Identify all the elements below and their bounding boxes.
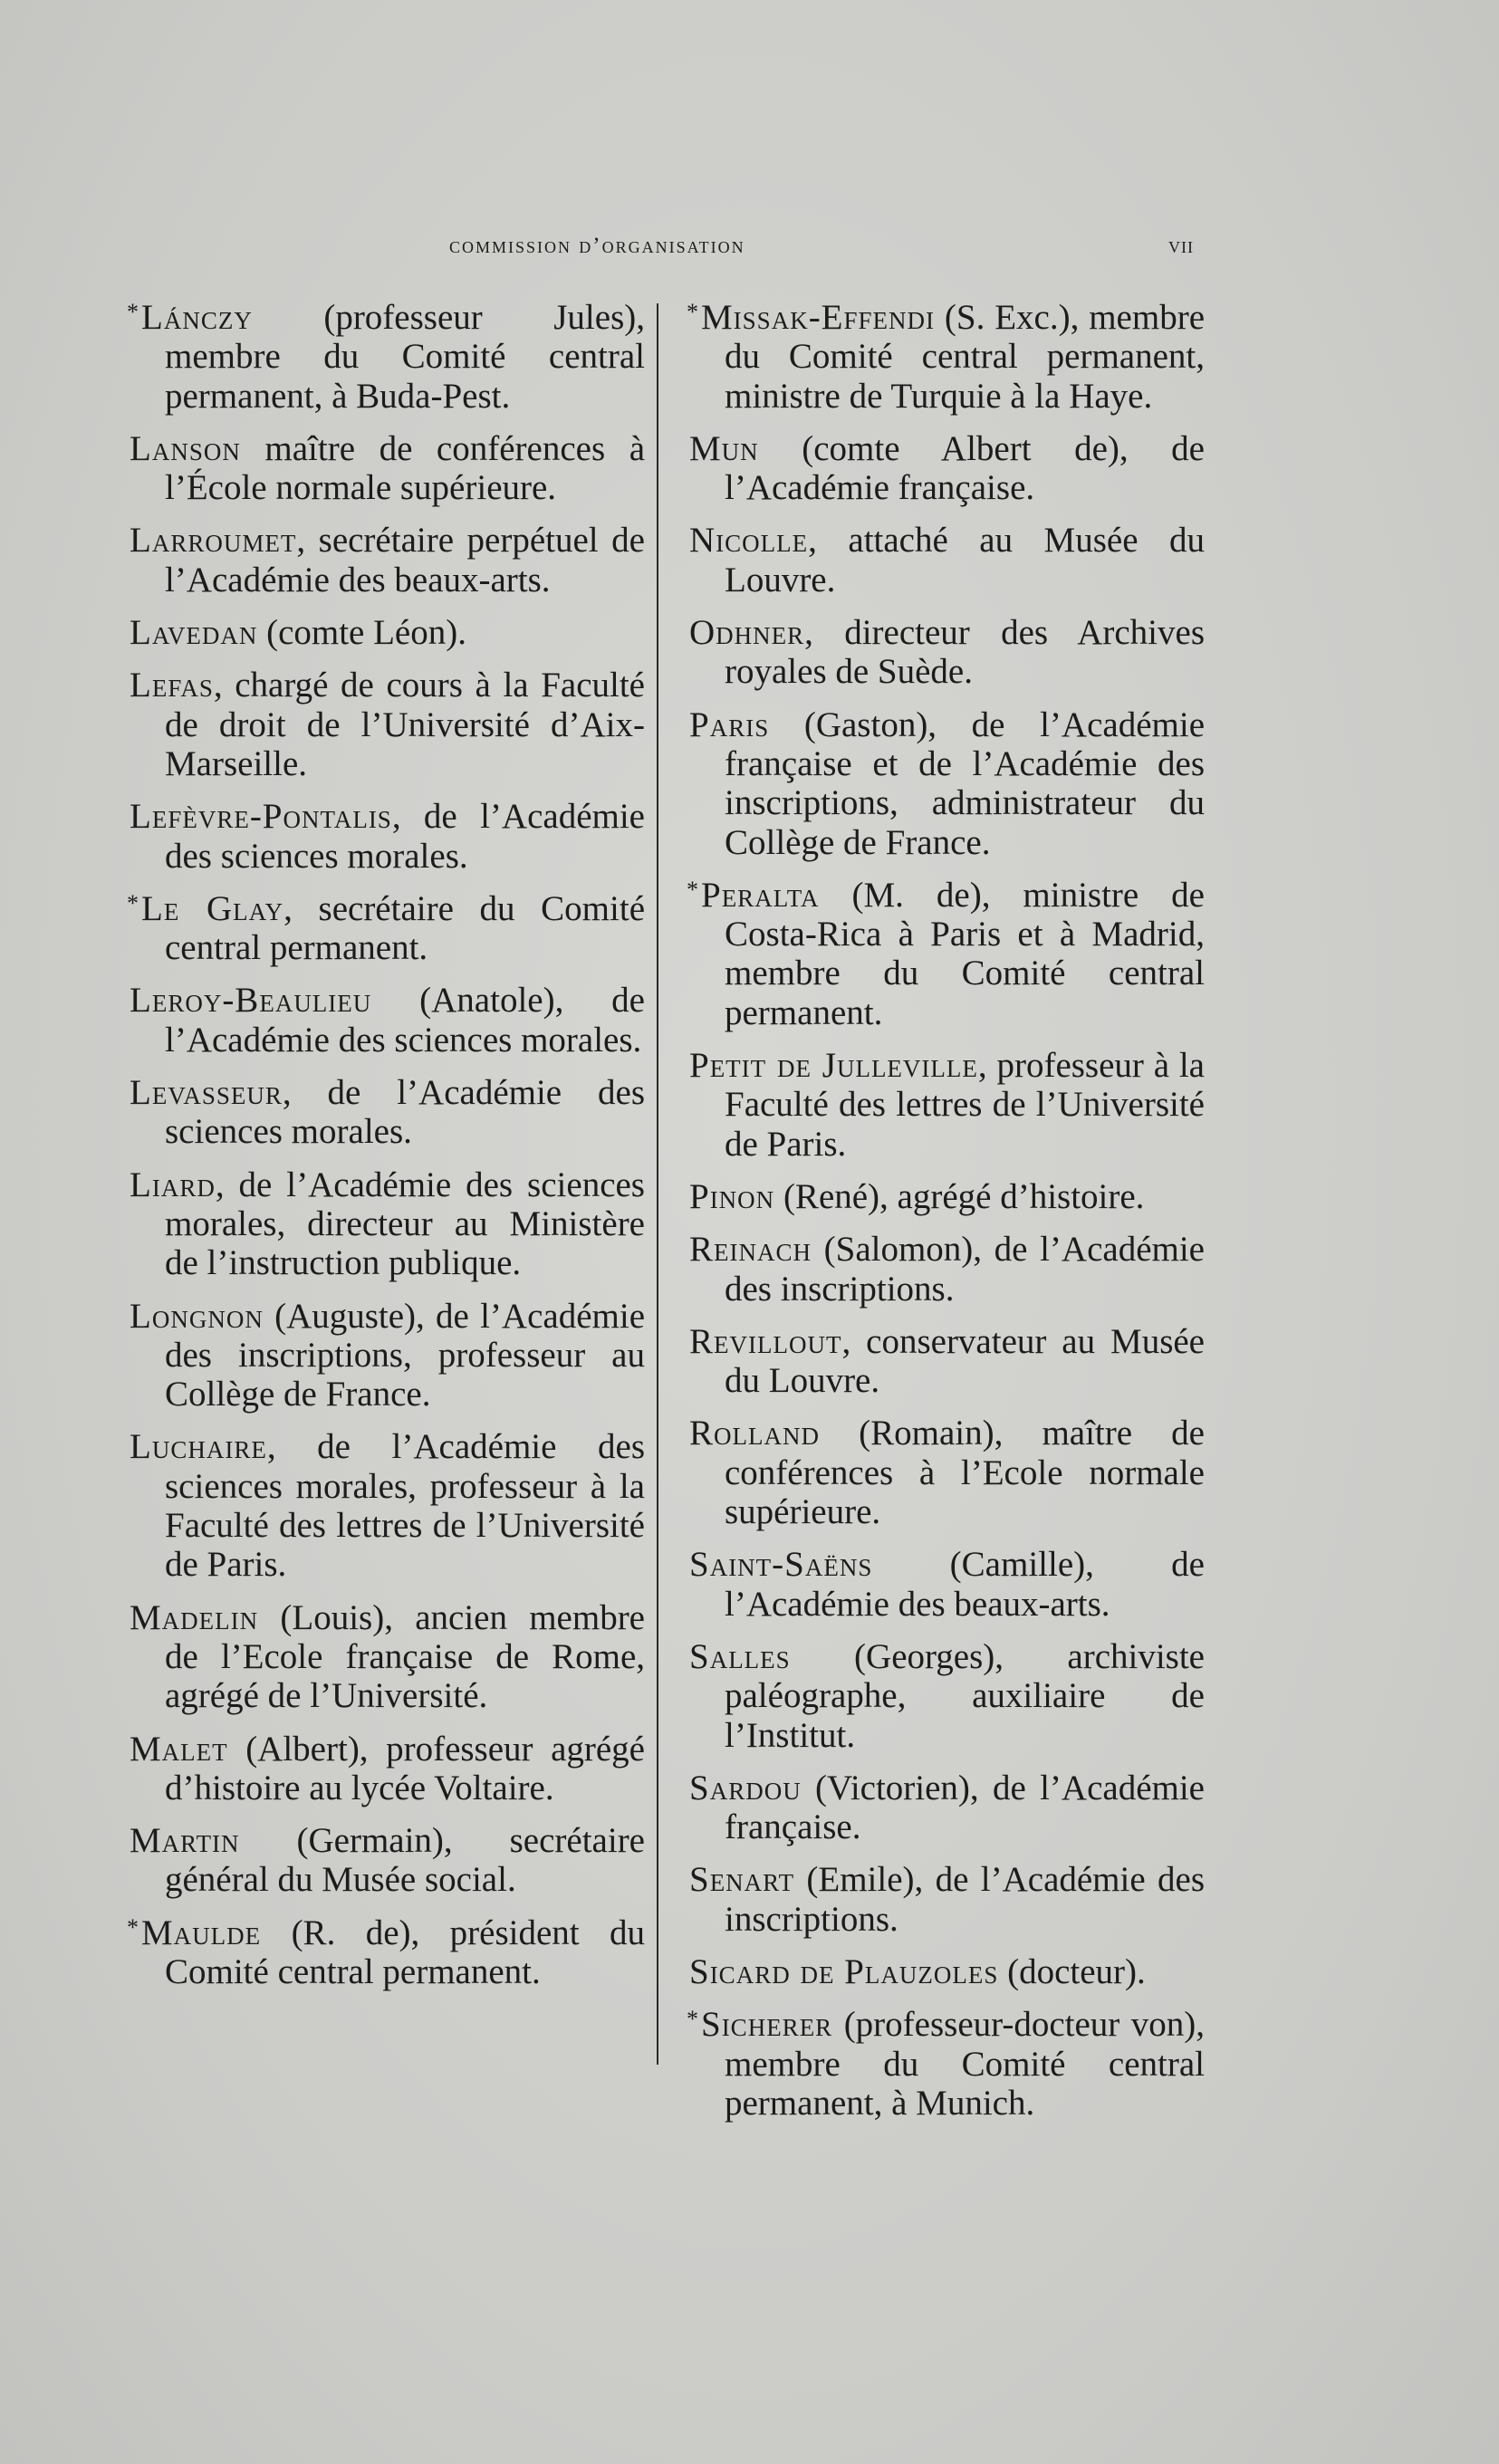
entry-name: Levasseur [130, 1073, 283, 1113]
entry-name: Paris [689, 705, 770, 744]
entry-description: (Anatole), de l’Académie des sciences morales. [165, 981, 645, 1059]
entry-name: Reinach [689, 1230, 812, 1270]
entry-description: (professeur Jules), membre du Comité central permanent, à Buda-Pest. [165, 298, 645, 416]
asterisk-marker: * [127, 1913, 139, 1941]
list-item [127, 1816, 645, 1900]
entry-name: Petit de Julleville [689, 1046, 978, 1086]
entry-description: (Germain), secrétaire général du Musée social. [165, 1821, 645, 1900]
asterisk-marker: * [687, 299, 698, 325]
entry-name: Leroy-Beaulieu [130, 981, 372, 1021]
entry-description: (docteur). [998, 1951, 1146, 1991]
entry-name: Sardou [689, 1768, 802, 1807]
entry-description: (comte Albert de), de l’Académie française. [725, 428, 1205, 508]
list-item [687, 1317, 1205, 1401]
entry-name: Nicolle [689, 521, 809, 561]
list-item [687, 424, 1205, 508]
entry-name: Missak-Effendi [701, 298, 936, 337]
entry-name: Salles [689, 1636, 791, 1676]
entry-name: Madelin [130, 1597, 259, 1637]
entry-description: , chargé de cours à la Faculté de droit de l’Université d’Aix-Marseille. [165, 666, 645, 783]
entry-name: Sicherer [701, 2005, 833, 2045]
list-item [127, 660, 645, 783]
list-item [127, 884, 645, 968]
list-item [687, 1999, 1205, 2123]
entry-description: (Victorien), de l’Académie française. [725, 1768, 1205, 1847]
entry-description: (Gaston), de l’Académie française et de l’Académie des inscriptions, administrateur du Collège de France. [725, 705, 1205, 862]
list-item [687, 1040, 1205, 1164]
entry-name: Le Glay [141, 888, 284, 928]
entry-description: (M. de), ministre de Costa-Rica à Paris et à Madrid, membre du Comité central permanent. [725, 875, 1205, 1032]
list-item [127, 515, 645, 599]
list-item [127, 1068, 645, 1152]
entry-description: (René), agrégé d’histoire. [774, 1176, 1145, 1216]
entry-name: Lefèvre-Pontalis [130, 797, 392, 837]
entry-description: , secrétaire perpétuel de l’Académie des beaux-arts. [165, 521, 645, 599]
list-item [687, 870, 1205, 1032]
list-item [687, 1539, 1205, 1624]
entry-description: , secrétaire du Comité central permanent. [165, 888, 646, 968]
entry-name: Longnon [130, 1296, 264, 1336]
entry-name: Revillout [689, 1321, 842, 1361]
entry-name: Lanson [130, 428, 241, 468]
entry-name: Rolland [689, 1414, 820, 1453]
list-item [127, 1160, 645, 1283]
entry-description: , de l’Académie des sciences morales. [165, 797, 645, 876]
list-item [127, 1593, 645, 1716]
list-item [127, 1724, 645, 1808]
list-item [687, 700, 1205, 862]
entry-description: (S. Exc.), membre du Comité central permanent, ministre de Turquie à la Haye. [725, 298, 1205, 416]
list-item [687, 608, 1205, 692]
entry-name: Malet [130, 1729, 228, 1769]
entry-name: Lavedan [130, 613, 258, 653]
list-item [687, 515, 1205, 599]
entry-description: , conservateur au Musée du Louvre. [725, 1321, 1205, 1401]
entry-description: (Louis), ancien membre de l’Ecole française de Rome, agrégé de l’Université. [165, 1597, 645, 1716]
entry-description: , de l’Académie des sciences morales, professeur à la Faculté des lettres de l’Université de Paris. [165, 1427, 645, 1585]
entry-name: Maulde [141, 1913, 262, 1952]
list-item [687, 1224, 1205, 1309]
entry-name: Saint-Saëns [689, 1545, 873, 1585]
entry-name: Sicard de Plauzoles [689, 1951, 999, 1991]
entry-description: (Camille), de l’Académie des beaux-arts. [725, 1545, 1205, 1624]
list-item [127, 292, 645, 416]
entry-description: , professeur à la Faculté des lettres de l’Université de Paris. [725, 1046, 1205, 1164]
entry-description: (comte Léon). [257, 613, 466, 653]
entry-name: Liard [130, 1165, 216, 1204]
entry-name: Mun [689, 428, 759, 468]
entry-name: Senart [689, 1860, 795, 1900]
list-item [127, 1291, 645, 1414]
running-head-title: commission d’organisation [449, 234, 745, 258]
list-item [687, 1408, 1205, 1531]
right-column [687, 292, 1205, 2131]
column-divider [657, 303, 658, 2065]
entry-name: Lánczy [141, 298, 253, 337]
list-item [687, 292, 1205, 416]
running-head [0, 234, 1499, 270]
list-item [127, 424, 645, 508]
entry-description: (Auguste), de l’Académie des inscriptions, professeur au Collège de France. [165, 1296, 645, 1414]
list-item [687, 1855, 1205, 1939]
entry-name: Peralta [701, 875, 820, 915]
entry-description: , attaché au Musée du Louvre. [725, 521, 1205, 599]
list-item [687, 1947, 1205, 1991]
entry-name: Odhner [689, 613, 805, 653]
list-item [127, 608, 645, 652]
entry-name: Luchaire [130, 1427, 267, 1467]
page-number: vii [1168, 234, 1194, 258]
asterisk-marker: * [127, 299, 139, 325]
entry-name: Martin [130, 1821, 240, 1861]
asterisk-marker: * [687, 2006, 698, 2033]
entry-description: (Salomon), de l’Académie des inscriptions. [725, 1230, 1205, 1309]
entry-description: , de l’Académie des sciences morales, directeur au Ministère de l’instruction publique. [165, 1165, 645, 1283]
list-item [127, 975, 645, 1059]
entry-name: Lefas [130, 666, 214, 705]
entry-name: Pinon [689, 1176, 775, 1216]
list-item [127, 1908, 645, 1992]
entry-description: , directeur des Archives royales de Suède. [725, 613, 1205, 692]
entry-description: (Albert), professeur agrégé d’histoire au lycée Voltaire. [165, 1729, 645, 1807]
list-item [127, 791, 645, 876]
entry-description: (Emile), de l’Académie des inscriptions. [725, 1860, 1205, 1939]
list-item [127, 1422, 645, 1584]
entry-name: Larroumet [130, 521, 297, 561]
list-item [687, 1632, 1205, 1755]
left-column [127, 292, 645, 1999]
list-item [687, 1172, 1205, 1216]
entry-description: (professeur-docteur von), membre du Comité central permanent, à Munich. [725, 2005, 1205, 2123]
entry-description: (Romain), maître de conférences à l’Ecole normale supérieure. [725, 1414, 1205, 1532]
entry-description: maître de conférences à l’École normale supérieure. [165, 428, 645, 508]
entry-description: , de l’Académie des sciences morales. [165, 1073, 645, 1152]
entry-description: (Georges), archiviste paléographe, auxiliaire de l’Institut. [725, 1636, 1205, 1755]
entry-description: (R. de), président du Comité central permanent. [165, 1913, 645, 1991]
list-item [687, 1763, 1205, 1847]
asterisk-marker: * [127, 889, 139, 916]
asterisk-marker: * [687, 876, 698, 903]
